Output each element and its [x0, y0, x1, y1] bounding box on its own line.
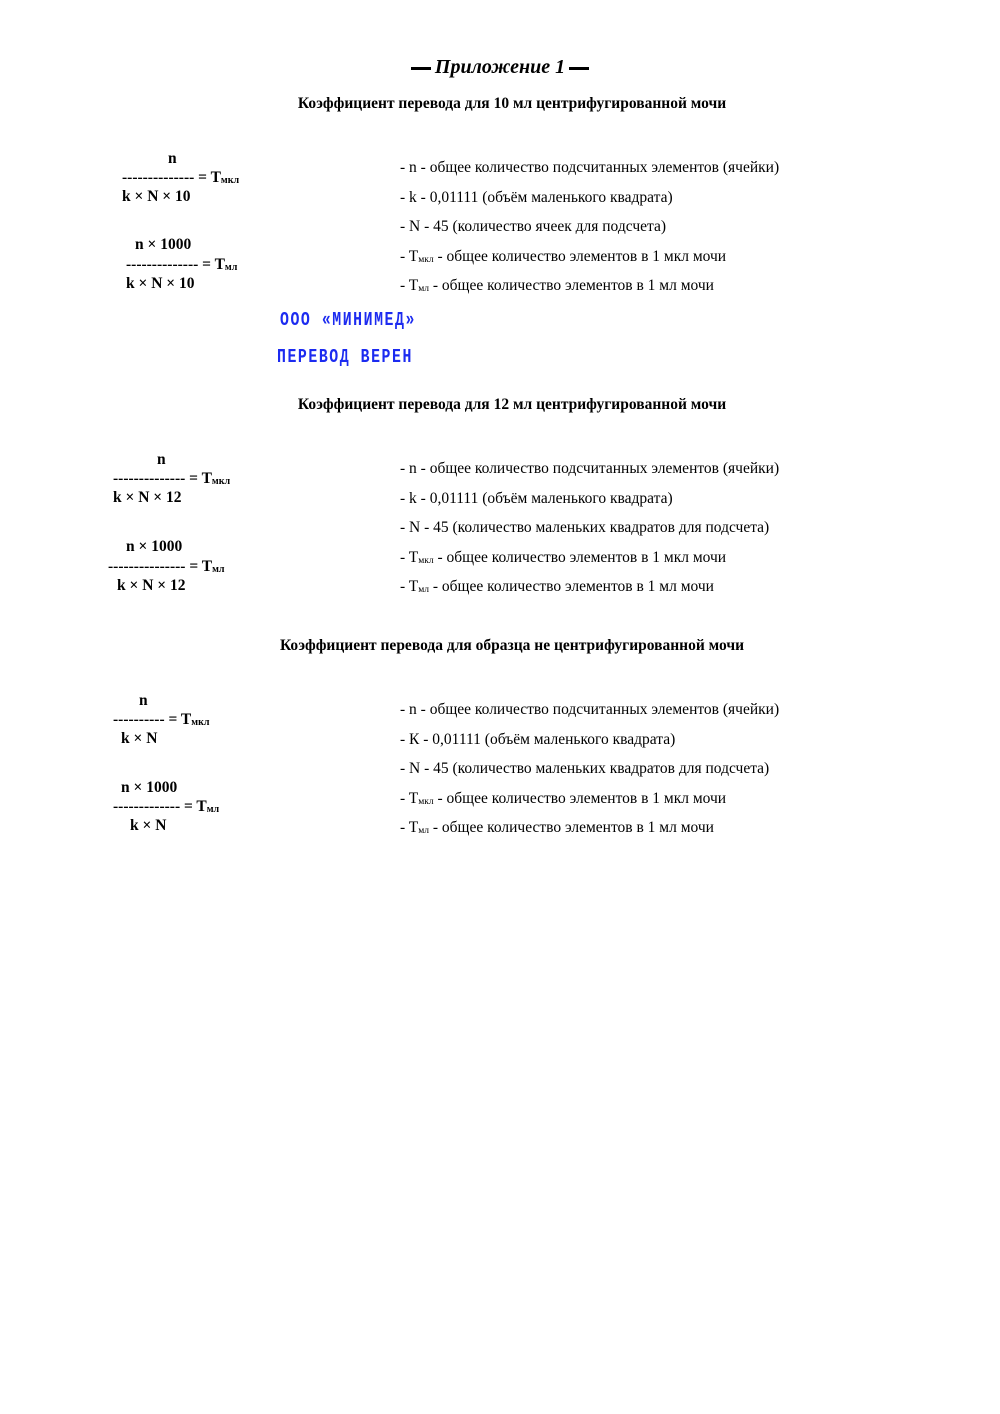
legend-item-text: - k - 0,01111 (объём маленького квадрата) — [400, 188, 673, 206]
formula-fraction-line — [126, 256, 237, 274]
legend-item-text: - N - 45 (количество ячеек для подсчета) — [400, 218, 666, 235]
legend-item-text: - n - общее количество подсчитанных элементов (ячейки) — [400, 460, 780, 477]
section-heading: Коэффициент перевода для 12 мл центрифугированной мочи — [297, 396, 727, 413]
title-dash-right — [569, 67, 589, 70]
formula-fraction-line — [122, 169, 239, 187]
legend-item — [400, 819, 714, 837]
legend-item — [400, 189, 673, 207]
formula-dashes: ------------- — [113, 798, 181, 815]
formula-numerator: n — [168, 150, 177, 167]
formula-result-subscript: мл — [212, 564, 225, 575]
formula-numerator: n — [139, 692, 148, 709]
formula-result: = T — [168, 711, 192, 728]
legend-item-text: - N - 45 (количество маленьких квадратов для подсчета) — [400, 760, 770, 777]
legend-item-text: - T — [400, 578, 419, 595]
legend-item-text-rest: - общее количество элементов в 1 мкл мочи — [433, 789, 727, 807]
formula-denominator: k × N — [130, 817, 167, 834]
title-dash-left — [411, 67, 431, 70]
legend-item-text: - T — [400, 247, 419, 265]
legend-item — [400, 790, 726, 808]
formula-numerator: n × 1000 — [121, 779, 178, 796]
formula-result: = T — [189, 470, 212, 487]
legend-item-text-rest: - общее количество элементов в 1 мл мочи — [429, 277, 714, 294]
formula-result-subscript: мл — [206, 804, 220, 815]
formula-numerator: n — [157, 451, 166, 468]
formula-denominator: k × N × 10 — [126, 275, 195, 292]
legend-item-subscript: мл — [418, 826, 429, 836]
legend-item-text: - n - общее количество подсчитанных элементов (ячейки) — [400, 701, 780, 718]
formula-result: = T — [202, 256, 225, 273]
legend-item — [400, 519, 769, 537]
legend-item-text: - n - общее количество подсчитанных элементов (ячейки) — [400, 159, 780, 176]
legend-item — [400, 248, 726, 266]
section-heading: Коэффициент перевода для 10 мл центрифугированной мочи — [297, 95, 727, 112]
legend-item-subscript: мл — [418, 585, 429, 595]
legend-item-subscript: мкл — [418, 555, 434, 566]
formula-denominator: k × N × 10 — [122, 188, 191, 205]
legend-item-text: - T — [400, 548, 419, 566]
formula-result-subscript: мкл — [191, 717, 210, 728]
formula-fraction-line — [113, 711, 209, 729]
legend-item — [400, 701, 779, 719]
page-title — [0, 56, 1000, 79]
legend-item-text-rest: - общее количество элементов в 1 мкл мочи — [433, 548, 727, 566]
formula-dashes: --------------- — [108, 558, 186, 575]
legend-item — [400, 731, 675, 749]
legend-item-subscript: мл — [418, 284, 429, 294]
legend-item — [400, 218, 666, 236]
formula-denominator: k × N × 12 — [113, 489, 182, 506]
legend-item-text: - T — [400, 277, 419, 294]
legend-item-subscript: мкл — [418, 796, 434, 807]
formula-result: = T — [183, 798, 207, 815]
legend-item-text: - T — [400, 819, 419, 836]
legend-item — [400, 460, 779, 478]
formula-dashes: -------------- — [113, 470, 186, 487]
formula-result: = T — [189, 558, 213, 575]
formula-result: = T — [198, 169, 221, 186]
formula-denominator: k × N — [121, 730, 158, 747]
section-heading: Коэффициент перевода для образца не центрифугированной мочи — [279, 637, 745, 654]
legend-item — [400, 760, 769, 778]
formula-numerator: n × 1000 — [126, 538, 183, 555]
formula-fraction-line — [113, 470, 230, 488]
formula-dashes: -------------- — [126, 256, 199, 273]
legend-item-subscript: мкл — [418, 254, 434, 265]
legend-item-text: - T — [400, 789, 419, 807]
legend-item-text-rest: - общее количество элементов в 1 мл мочи — [429, 819, 714, 836]
legend-item-text-rest: - общее количество элементов в 1 мкл мочи — [433, 247, 727, 265]
formula-result-subscript: мкл — [220, 175, 240, 186]
formula-result-subscript: мкл — [211, 476, 231, 487]
legend-item — [400, 549, 726, 567]
formula-denominator: k × N × 12 — [117, 577, 186, 594]
stamp-translation-verified: ПЕРЕВОД ВЕРЕН — [277, 346, 413, 368]
legend-item-text: - N - 45 (количество маленьких квадратов для подсчета) — [400, 519, 770, 536]
title-text: Приложение 1 — [434, 56, 566, 78]
legend-item — [400, 578, 714, 596]
formula-dashes: -------------- — [122, 169, 195, 186]
legend-item — [400, 490, 673, 508]
legend-item — [400, 159, 779, 177]
formula-fraction-line — [113, 798, 219, 816]
stamp-company: ООО «МИНИМЕД» — [280, 309, 416, 331]
legend-item-text-rest: - общее количество элементов в 1 мл мочи — [429, 578, 714, 595]
formula-numerator: n × 1000 — [135, 236, 192, 253]
legend-item — [400, 277, 714, 295]
formula-dashes: ---------- — [113, 711, 165, 728]
legend-item-text: - К - 0,01111 (объём маленького квадрата) — [400, 730, 676, 748]
formula-fraction-line — [108, 558, 225, 576]
legend-item-text: - k - 0,01111 (объём маленького квадрата) — [400, 489, 673, 507]
formula-result-subscript: мл — [224, 262, 238, 273]
